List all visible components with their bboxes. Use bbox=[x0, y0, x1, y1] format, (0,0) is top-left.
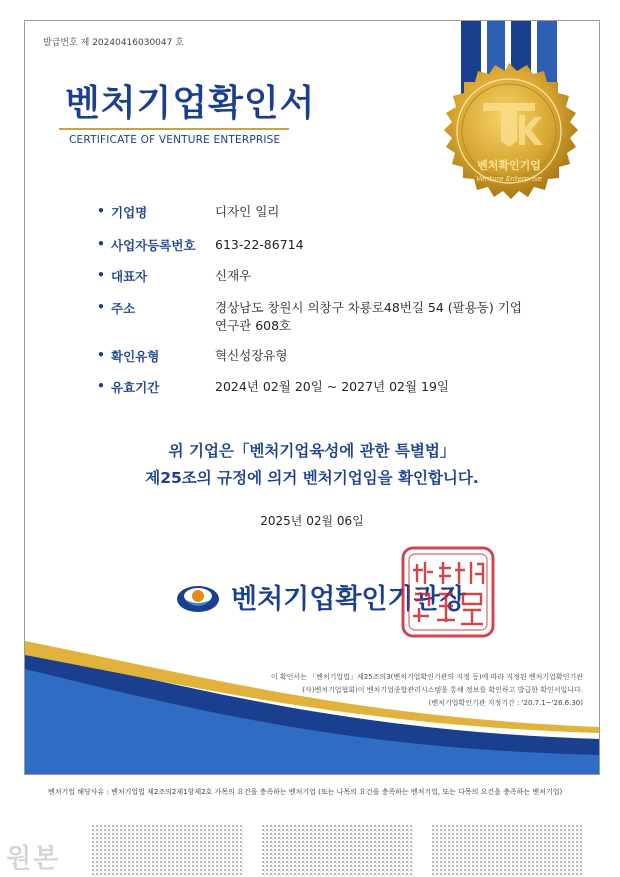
field-value: 신재우 bbox=[215, 268, 252, 283]
field-value: 혁신성장유형 bbox=[215, 348, 288, 363]
bullet-icon: • bbox=[97, 267, 105, 282]
security-pattern bbox=[92, 825, 244, 877]
field-label: 유효기간 bbox=[111, 380, 160, 395]
bullet-icon: • bbox=[97, 299, 105, 314]
security-pattern bbox=[432, 825, 584, 877]
footer-reason: 벤처기업 해당사유 : 벤처기업법 제2조의2제1항제2호 가목의 요건을 충족하는 벤처기업 (또는 나목의 요건을 충족하는 벤처기업, 또는 다목의 요건을 충족하는 벤처기업) bbox=[48, 788, 563, 796]
original-copy-mark: 원본 bbox=[6, 844, 61, 874]
issuer-logo-icon bbox=[175, 583, 221, 615]
certificate bbox=[24, 20, 600, 775]
statement-line-1: 위 기업은「벤처기업육성에 관한 특별법」 bbox=[168, 442, 456, 460]
field-label: 대표자 bbox=[111, 269, 148, 284]
certificate-title: 벤처기업확인서 bbox=[65, 83, 316, 124]
bullet-icon: • bbox=[97, 236, 105, 251]
field-label: 확인유형 bbox=[111, 349, 160, 364]
seal-subtext: Venture Enterprise bbox=[476, 175, 542, 183]
note-line: (사)벤처기업협회)이 벤처기업종합관리시스템을 통해 정보를 확인하고 발급한 확인서입니다. bbox=[302, 686, 583, 694]
field-label: 주소 bbox=[111, 301, 136, 316]
security-pattern bbox=[262, 825, 414, 877]
bullet-icon: • bbox=[97, 378, 105, 393]
bullet-icon: • bbox=[97, 203, 105, 218]
seal-text: 벤처확인기업 bbox=[477, 159, 541, 172]
field-label: 기업명 bbox=[111, 205, 148, 220]
note-line: 이 확인서는 「벤처기업법」제25조의3(벤처기업확인기관의 지정 등)에 따라 지정된 벤처기업확인기관 bbox=[270, 673, 583, 681]
venture-seal-icon bbox=[435, 61, 583, 209]
field-label: 사업자등록번호 bbox=[111, 238, 196, 253]
field-value-line2: 연구관 608호 bbox=[215, 318, 292, 333]
certificate-subtitle: CERTIFICATE OF VENTURE ENTERPRISE bbox=[69, 134, 281, 146]
field-value: 613-22-86714 bbox=[215, 237, 304, 252]
field-value: 디자인 일리 bbox=[215, 204, 280, 219]
legal-notes bbox=[163, 671, 583, 710]
bullet-icon: • bbox=[97, 347, 105, 362]
title-divider bbox=[59, 128, 289, 130]
issue-date: 2025년 02월 06일 bbox=[260, 514, 364, 528]
field-value: 2024년 02월 20일 ~ 2027년 02월 19일 bbox=[215, 379, 450, 394]
statement-line-2: 제25조의 규정에 의거 벤처기업임을 확인합니다. bbox=[145, 469, 479, 487]
issuer-name: 벤처기업확인기관장 bbox=[231, 584, 466, 615]
note-line: (벤처기업확인기관 지정기간 : '20.7.1~'26.6.30) bbox=[428, 699, 583, 707]
issue-number: 발급번호 제 20240416030047 호 bbox=[43, 38, 184, 48]
field-value: 경상남도 창원시 의창구 차룡로48번길 54 (팔용동) 기업 bbox=[215, 300, 522, 315]
